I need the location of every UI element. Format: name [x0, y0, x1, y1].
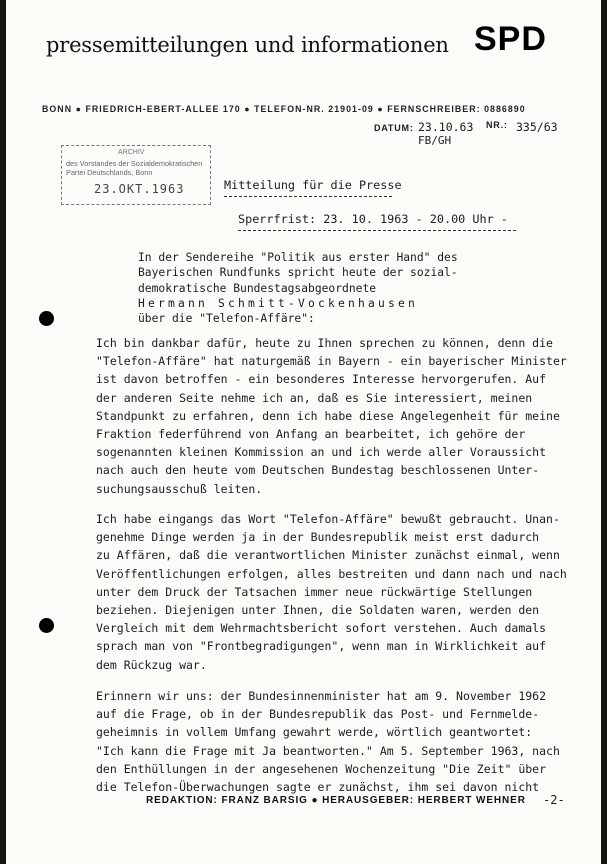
text-line: Veröffentlichungen erfolgen, alles bestreiten und dann nach und nach: [96, 566, 567, 581]
text-line: geheimnis in vollem Umfang gewahrt werde, wörtlich geantwortet:: [96, 725, 533, 740]
text-line: Erinnern wir uns: der Bundesinnenminister hat am 9. November 1962: [96, 689, 547, 703]
text-line: Vergleich mit dem Wehrmachtsbericht sofort verstehen. Auch damals: [96, 621, 547, 636]
intro-line: über die "Telefon-Affäre":: [138, 312, 315, 326]
next-page-marker: -2-: [543, 793, 565, 807]
embargo-underline: [238, 230, 516, 231]
letterhead-title: pressemitteilungen und informationen: [46, 33, 449, 57]
intro-line: In der Sendereihe "Politik aus erster Hand" des: [138, 251, 458, 264]
text-line: die Telefon-Überwachungen sagte er zunächst, ihm sei davon nicht: [96, 780, 540, 795]
notice-title-underline: [224, 196, 392, 197]
text-line: genehme Dinge werden ja in der Bundesrepublik meist erst dadurch: [96, 530, 540, 545]
body-paragraph-1: [96, 334, 567, 498]
text-line: Standpunkt zu erfahren, denn ich habe diese Angelegenheit für meine: [96, 408, 560, 423]
date-value: 23.10.63: [418, 120, 474, 134]
text-line: beziehen. Diejenigen unter Ihnen, die Soldaten waren, werden den: [96, 603, 540, 618]
text-line: sogenannten kleinen Kommission an und ich werde aller Voraussicht: [96, 445, 547, 460]
text-line: Ich bin dankbar dafür, heute zu Ihnen sprechen zu können, denn die: [96, 336, 553, 350]
body-paragraph-2: [96, 510, 567, 674]
notice-title: Mitteilung für die Presse: [224, 178, 402, 192]
stamp-date: 23.OKT.1963: [94, 182, 185, 196]
text-line: "Telefon-Affäre" hat naturgemäß in Bayern - ein bayerischer Minister: [96, 354, 567, 369]
speaker-name: Hermann Schmitt-Vockenhausen: [138, 296, 419, 310]
intro-block: [138, 250, 458, 326]
stamp-line-archive: ARCHIV: [118, 149, 145, 156]
archive-stamp: [61, 145, 211, 205]
embargo-line: Sperrfrist: 23. 10. 1963 - 20.00 Uhr -: [238, 212, 508, 226]
reference-initials: FB/GH: [418, 134, 452, 147]
text-line: zu Affären, daß die verantwortlichen Minister zunächst einmal, wenn: [96, 548, 560, 563]
text-line: suchungsausschuß leiten.: [96, 481, 263, 496]
text-line: der anderen Seite nehme ich an, daß es Sie interessiert, meinen: [96, 390, 533, 405]
editorial-credits: REDAKTION: FRANZ BARSIG ● HERAUSGEBER: HERBERT WEHNER: [146, 795, 526, 806]
text-line: dem Rückzug war.: [96, 657, 207, 672]
text-line: "Ich kann die Frage mit Ja beantworten." Am 5. September 1963, nach: [96, 743, 560, 758]
intro-line: demokratische Bundestagsabgeordnete: [138, 281, 377, 295]
text-line: auf die Frage, ob in der Bundesrepublik das Post- und Fernmelde-: [96, 707, 540, 722]
text-line: unter dem Druck der Tatsachen immer neue rückwärtige Stellungen: [96, 584, 533, 599]
text-line: nach auch den heute vom Deutschen Bundestag beschlossenen Unter-: [96, 463, 540, 478]
number-value: 335/63: [516, 120, 558, 134]
text-line: den Enthüllungen in der angesehenen Wochenzeitung "Die Zeit" über: [96, 761, 547, 776]
stamp-line-party: Partei Deutschlands, Bonn: [66, 168, 153, 177]
intro-line: Bayerischen Rundfunks spricht heute der sozial-: [138, 266, 458, 280]
body-paragraph-3: [96, 687, 560, 796]
text-line: Ich habe eingangs das Wort "Telefon-Affäre" bewußt gebraucht. Unan-: [96, 512, 560, 526]
punch-hole: [39, 618, 54, 633]
address-line: BONN ● FRIEDRICH-EBERT-ALLEE 170 ● TELEFON-NR. 21901-09 ● FERNSCHREIBER: 0886890: [42, 104, 526, 114]
text-line: Fraktion federführend von Anfang an bearbeitet, ich gehöre der: [96, 427, 526, 442]
number-label: NR.:: [486, 120, 508, 130]
punch-hole: [39, 311, 54, 326]
spd-logo: SPD: [474, 20, 547, 58]
stamp-line-board: des Vorstandes der Sozialdemokratischen: [66, 159, 203, 168]
date-label: DATUM:: [374, 123, 414, 133]
text-line: sprach man von "Frontbegradigungen", wenn man in Wirklichkeit auf: [96, 639, 547, 654]
text-line: ist davon betroffen - ein besonderes Interesse hervorgerufen. Auf: [96, 372, 547, 387]
